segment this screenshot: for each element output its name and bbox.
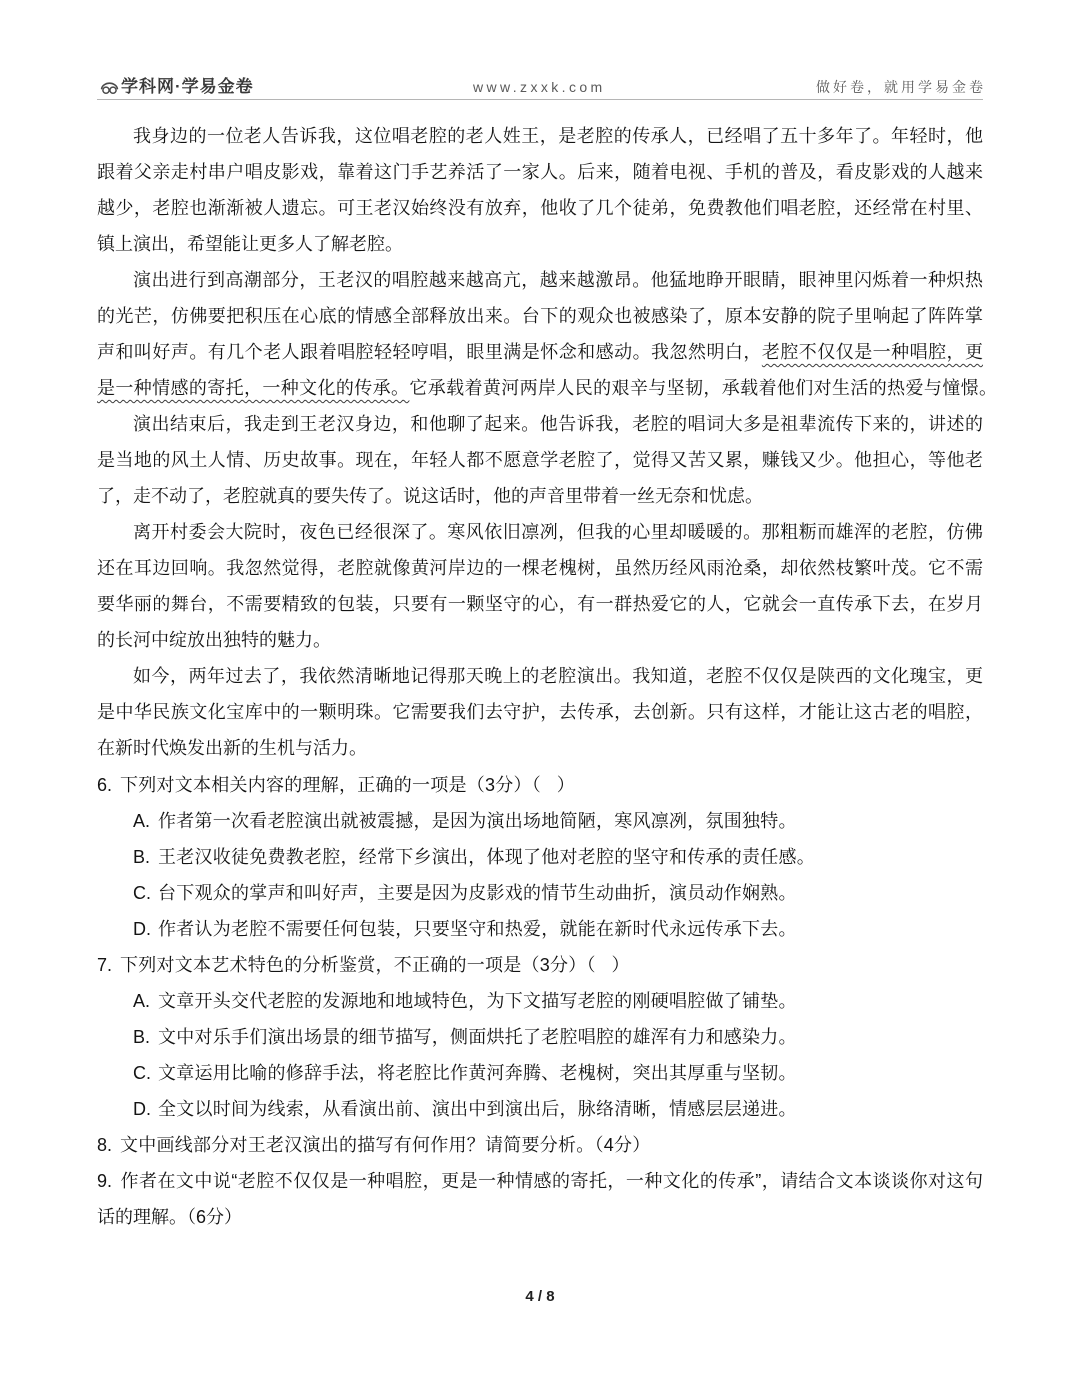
- question-prompt: 下列对文本相关内容的理解，正确的一项是（3分）（ ）: [120, 775, 576, 795]
- passage-text: 它承载着黄河两岸人民的艰辛与坚韧，承载着他们对生活的热爱与憧憬。: [409, 378, 997, 399]
- header-slogan: 做好卷，就用学易金卷: [816, 79, 986, 95]
- passage-line: 是当地的风土人情、历史故事。现在，年轻人都不愿意学老腔了，觉得又苦又累，赚钱又少。他担心，等他老: [97, 450, 983, 471]
- question-8: [97, 1127, 983, 1163]
- brand-logo: [100, 76, 254, 98]
- underlined-sentence: 是一种情感的寄托，一种文化的传承。: [97, 378, 410, 399]
- question-9: [97, 1163, 983, 1235]
- question-number: 9.: [97, 1171, 113, 1191]
- logo-text: 学科网·学易金卷: [121, 77, 254, 96]
- page-header: [97, 76, 986, 98]
- passage-text: 声和叫好声。有几个老人跟着唱腔轻轻哼唱，眼里满是怀念和感动。我忽然明白，: [97, 342, 762, 363]
- passage-line: 越少，老腔也渐渐被人遗忘。可王老汉始终没有放弃，他收了几个徒弟，免费教他们唱老腔，还经常在村里、: [97, 198, 983, 219]
- option-label: D.: [133, 1099, 151, 1119]
- question-number: 8.: [97, 1135, 113, 1155]
- passage-line: 要华丽的舞台，不需要精致的包装，只要有一颗坚守的心，有一群热爱它的人，它就会一直传承下去，在岁月: [97, 594, 983, 615]
- passage-line: 的长河中绽放出独特的魅力。: [97, 630, 331, 651]
- option-b: [97, 839, 983, 875]
- passage-line: 我身边的一位老人告诉我，这位唱老腔的老人姓王，是老腔的传承人，已经唱了五十多年了。年轻时，他: [133, 126, 983, 147]
- option-text: 文章运用比喻的修辞手法，将老腔比作黄河奔腾、老槐树，突出其厚重与坚韧。: [158, 1063, 797, 1083]
- passage-line: 了，走不动了，老腔就真的要失传了。说这话时，他的声音里带着一丝无奈和忧虑。: [97, 486, 763, 507]
- passage-line: 在新时代焕发出新的生机与活力。: [97, 738, 367, 759]
- option-a: [97, 983, 983, 1019]
- passage-line: 离开村委会大院时，夜色已经很深了。寒风依旧凛冽，但我的心里却暖暖的。那粗粝而雄浑的老腔，仿佛: [133, 522, 983, 543]
- passage-line: 还在耳边回响。我忽然觉得，老腔就像黄河岸边的一棵老槐树，虽然历经风雨沧桑，却依然枝繁叶茂。它不需: [97, 558, 983, 579]
- paragraph-4: [97, 515, 983, 659]
- question-6: [97, 767, 983, 947]
- option-text: 王老汉收徒免费教老腔，经常下乡演出，体现了他对老腔的坚守和传承的责任感。: [158, 847, 815, 867]
- passage-line: 的光芒，仿佛要把积压在心底的情感全部释放出来。台下的观众也被感染了，原本安静的院子里响起了阵阵掌: [97, 306, 983, 327]
- header-divider: [97, 99, 983, 100]
- question-prompt: 作者在文中说“老腔不仅仅是一种唱腔，更是一种情感的寄托，一种文化的传承”，请结合文本谈谈你对这句: [120, 1171, 983, 1191]
- question-7: [97, 947, 983, 1127]
- option-a: [97, 803, 983, 839]
- option-label: C.: [133, 883, 151, 903]
- question-stem: [97, 947, 983, 983]
- question-prompt: 文中画线部分对王老汉演出的描写有何作用？请简要分析。（4分）: [120, 1135, 651, 1155]
- option-label: A.: [133, 811, 151, 831]
- passage-line: [97, 335, 983, 371]
- logo-icon: [100, 80, 119, 95]
- option-c: [97, 875, 983, 911]
- option-label: C.: [133, 1063, 151, 1083]
- passage-line: [97, 371, 997, 407]
- option-d: [97, 911, 983, 947]
- reading-passage: [97, 119, 997, 767]
- passage-line: 演出结束后，我走到王老汉身边，和他聊了起来。他告诉我，老腔的唱词大多是祖辈流传下来的，讲述的: [133, 414, 983, 435]
- page-number: 4 / 8: [525, 1288, 555, 1305]
- passage-line: 演出进行到高潮部分，王老汉的唱腔越来越高亢，越来越激昂。他猛地睁开眼睛，眼神里闪烁着一种炽热: [133, 270, 983, 291]
- underlined-sentence: 老腔不仅仅是一种唱腔，更: [761, 342, 984, 363]
- question-stem: [97, 767, 983, 803]
- question-stem: [97, 1127, 983, 1163]
- question-prompt: 话的理解。（6分）: [97, 1207, 243, 1227]
- passage-line: 镇上演出，希望能让更多人了解老腔。: [97, 234, 403, 255]
- option-b: [97, 1019, 983, 1055]
- question-number: 6.: [97, 775, 113, 795]
- question-stem: [97, 1163, 983, 1199]
- page-content: [97, 119, 997, 1235]
- question-list: [97, 767, 983, 1235]
- question-number: 7.: [97, 955, 113, 975]
- option-label: A.: [133, 991, 151, 1011]
- paragraph-5: [97, 659, 983, 767]
- option-text: 作者第一次看老腔演出就被震撼，是因为演出场地简陋，寒风凛冽，氛围独特。: [158, 811, 797, 831]
- paragraph-2: [97, 263, 997, 407]
- question-prompt: 下列对文本艺术特色的分析鉴赏，不正确的一项是（3分）（ ）: [120, 955, 630, 975]
- option-text: 台下观众的掌声和叫好声，主要是因为皮影戏的情节生动曲折，演员动作娴熟。: [158, 883, 797, 903]
- passage-line: 如今，两年过去了，我依然清晰地记得那天晚上的老腔演出。我知道，老腔不仅仅是陕西的文化瑰宝，更: [133, 666, 983, 687]
- paragraph-1: [97, 119, 983, 263]
- option-label: B.: [133, 1027, 151, 1047]
- option-text: 全文以时间为线索，从看演出前、演出中到演出后，脉络清晰，情感层层递进。: [158, 1099, 797, 1119]
- passage-line: 是中华民族文化宝库中的一颗明珠。它需要我们去守护，去传承，去创新。只有这样，才能让这古老的唱腔，: [97, 702, 983, 723]
- passage-line: 跟着父亲走村串户唱皮影戏，靠着这门手艺养活了一家人。后来，随着电视、手机的普及，看皮影戏的人越来: [97, 162, 983, 183]
- option-text: 文章开头交代老腔的发源地和地域特色，为下文描写老腔的刚硬唱腔做了铺垫。: [158, 991, 797, 1011]
- question-stem-continued: [97, 1199, 983, 1235]
- option-label: B.: [133, 847, 151, 867]
- option-label: D.: [133, 919, 151, 939]
- option-d: [97, 1091, 983, 1127]
- option-c: [97, 1055, 983, 1091]
- option-text: 作者认为老腔不需要任何包装，只要坚守和热爱，就能在新时代永远传承下去。: [158, 919, 797, 939]
- option-text: 文中对乐手们演出场景的细节描写，侧面烘托了老腔唱腔的雄浑有力和感染力。: [158, 1027, 797, 1047]
- site-url: www.zxxk.com: [473, 79, 606, 95]
- paragraph-3: [97, 407, 983, 515]
